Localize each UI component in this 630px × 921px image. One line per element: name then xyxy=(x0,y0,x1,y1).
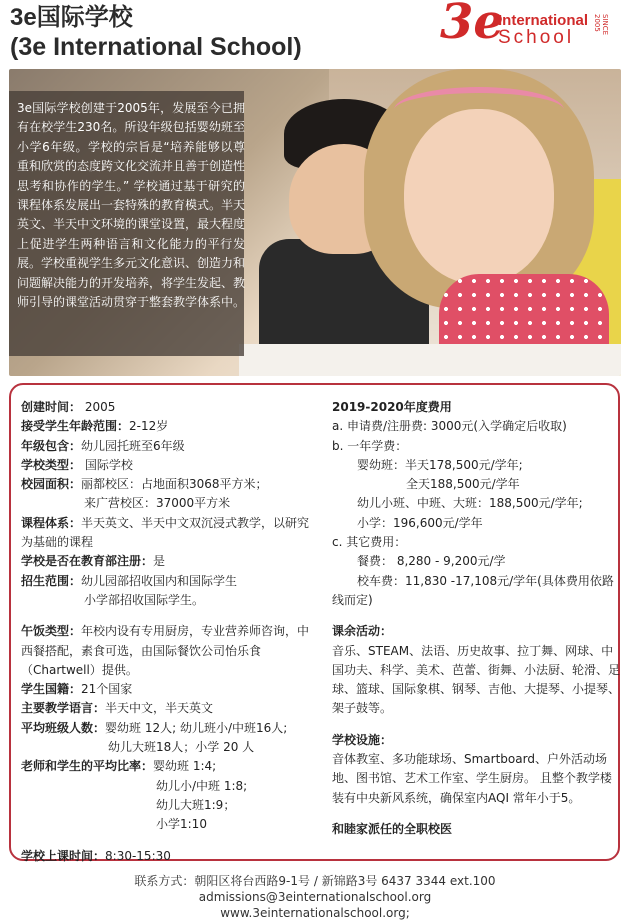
age-label: 接受学生年龄范围： xyxy=(21,419,130,434)
contact-address: 联系方式：朝阳区将台西路9-1号 / 新锦路3号 6437 3344 ext.100 xyxy=(134,874,496,888)
founded-label: 创建时间： xyxy=(21,400,82,414)
language-value: 半天中文，半天英文 xyxy=(105,701,214,716)
enrollment-label: 招生范围： xyxy=(21,573,82,588)
enrollment-value: 幼儿园部招收国内和国际学生 xyxy=(81,573,238,588)
page-title xyxy=(10,4,302,62)
hours-label: 学校上课时间： xyxy=(21,848,106,863)
intro-text: 3e国际学校创建于2005年，发展至今已拥有在校学生230名。所设年级包括婴幼班至小学6年级。学校的宗旨是“培养能够以尊重和欣赏的态度跨文化交流并且善于创造性思考和协作的学生。” 学校通过基于研究的课程体系发展出一套特殊的教育模式。半天英文、半天中文环境的课堂设置，最大程度上促进学生两种语言和文化能力的平行发展。学校重视学生多元文化意识、创造力和问题解决能力的开发培养，将学生发起、教师引导的课堂活动贯穿于整套教学体系中。 xyxy=(17,101,246,310)
ratio-value: 婴幼班 1:4; xyxy=(153,759,217,774)
title-chinese: 3e国际学校 xyxy=(10,4,133,31)
doctor-text: 和睦家派任的全职校医 xyxy=(332,821,453,836)
photo-headband xyxy=(394,87,564,133)
activities-title: 课余活动： xyxy=(332,624,393,639)
fees-title: 2019-2020年度费用 xyxy=(332,400,452,414)
title-english: (3e International School) xyxy=(10,33,302,61)
area-value: 丽都校区：占地面积3068平方米； xyxy=(81,477,268,492)
logo-mark: 3e xyxy=(440,0,504,50)
nationality-label: 学生国籍： xyxy=(21,682,82,697)
founded-value: 2005 xyxy=(81,400,116,414)
fee-c-meal: 餐费： 8,280 - 9,200元/学 xyxy=(357,554,506,569)
nationality-value: 21个国家 xyxy=(81,682,133,697)
language-label: 主要教学语言： xyxy=(21,701,106,716)
logo-since: SINCE 2005 xyxy=(593,14,609,36)
type-value: 国际学校 xyxy=(81,457,133,472)
area-value-2: 来广营校区：37000平方米 xyxy=(84,496,231,511)
fee-c-bus: 校车费：11,830 -17,108元/学年(具体费用依路线而定) xyxy=(332,573,614,607)
hours-value: 8:30-15:30 xyxy=(105,848,171,863)
contact-website[interactable]: www.3einternationalschool.org; xyxy=(220,906,410,920)
contact-footer xyxy=(0,873,630,921)
fee-b-line-3: 幼儿小班、中班、大班：188,500元/学年; xyxy=(357,496,583,511)
grades-value: 幼儿园托班至6年级 xyxy=(81,438,185,453)
type-label: 学校类型： xyxy=(21,457,82,472)
fee-b-line-2: 全天188,500元/学年 xyxy=(406,477,520,492)
registered-label: 学校是否在教育部注册： xyxy=(21,554,154,569)
lunch-label: 午饭类型： xyxy=(21,624,82,639)
curriculum-label: 课程体系： xyxy=(21,515,82,530)
registered-value: 是 xyxy=(153,554,166,569)
ratio-label: 老师和学生的平均比率： xyxy=(21,759,154,774)
activities-text: 音乐、STEAM、法语、历史故事、拉丁舞、网球、中国功夫、科学、美术、芭蕾、街舞、小法厨、轮滑、足球、篮球、国际象棋、钢琴、吉他、大提琴、小提琴、架子鼓等。 xyxy=(332,643,621,716)
facilities-text: 音体教室、多功能球场、Smartboard、户外活动场地、图书馆、艺术工作室、学生厨房。 且整个教学楼装有中央新风系统，确保室内AQI 常年小于5。 xyxy=(332,752,612,805)
intro-overlay xyxy=(9,91,244,356)
fee-b: b. 一年学费： xyxy=(332,438,408,453)
info-left-column xyxy=(21,398,311,866)
hero-photo xyxy=(9,69,621,376)
info-right-column xyxy=(332,398,620,839)
school-logo xyxy=(440,0,620,55)
logo-school: School xyxy=(498,27,575,48)
grades-label: 年级包含： xyxy=(21,438,82,453)
area-label: 校园面积： xyxy=(21,477,82,492)
ratio-line-1: 幼儿小/中班 1:8; xyxy=(156,778,248,793)
photo-girl-face xyxy=(404,109,554,284)
contact-email[interactable]: admissions@3einternationalschool.org xyxy=(198,890,432,904)
ratio-line-2: 幼儿大班1:9； xyxy=(156,797,236,812)
fee-c: c. 其它费用： xyxy=(332,535,407,550)
fee-b-line-4: 小学：196,600元/学年 xyxy=(357,515,483,530)
class-size-value: 婴幼班 12人; 幼儿班小/中班16人; xyxy=(105,720,288,735)
ratio-line-3: 小学1:10 xyxy=(156,817,207,832)
class-size-label: 平均班级人数： xyxy=(21,720,106,735)
photo-table xyxy=(239,344,621,376)
fee-b-line-1: 婴幼班：半天178,500元/学年; xyxy=(357,457,523,472)
fee-a: a. 申请费/注册费: 3000元(入学确定后收取) xyxy=(332,419,567,434)
logo-international: International xyxy=(498,12,589,29)
lunch-value: 年校内设有专用厨房，专业营养师咨询，中西餐搭配，素食可选，由国际餐饮公司怡乐食（Chartwell）提供。 xyxy=(21,624,310,677)
curriculum-value: 半天英文、半天中文双沉浸式教学，以研究为基础的课程 xyxy=(21,515,310,550)
enrollment-value-2: 小学部招收国际学生。 xyxy=(84,592,205,607)
class-size-value-2: 幼儿大班18人；小学 20 人 xyxy=(108,740,255,755)
age-value: 2-12岁 xyxy=(129,419,169,434)
facilities-title: 学校设施： xyxy=(332,732,393,747)
